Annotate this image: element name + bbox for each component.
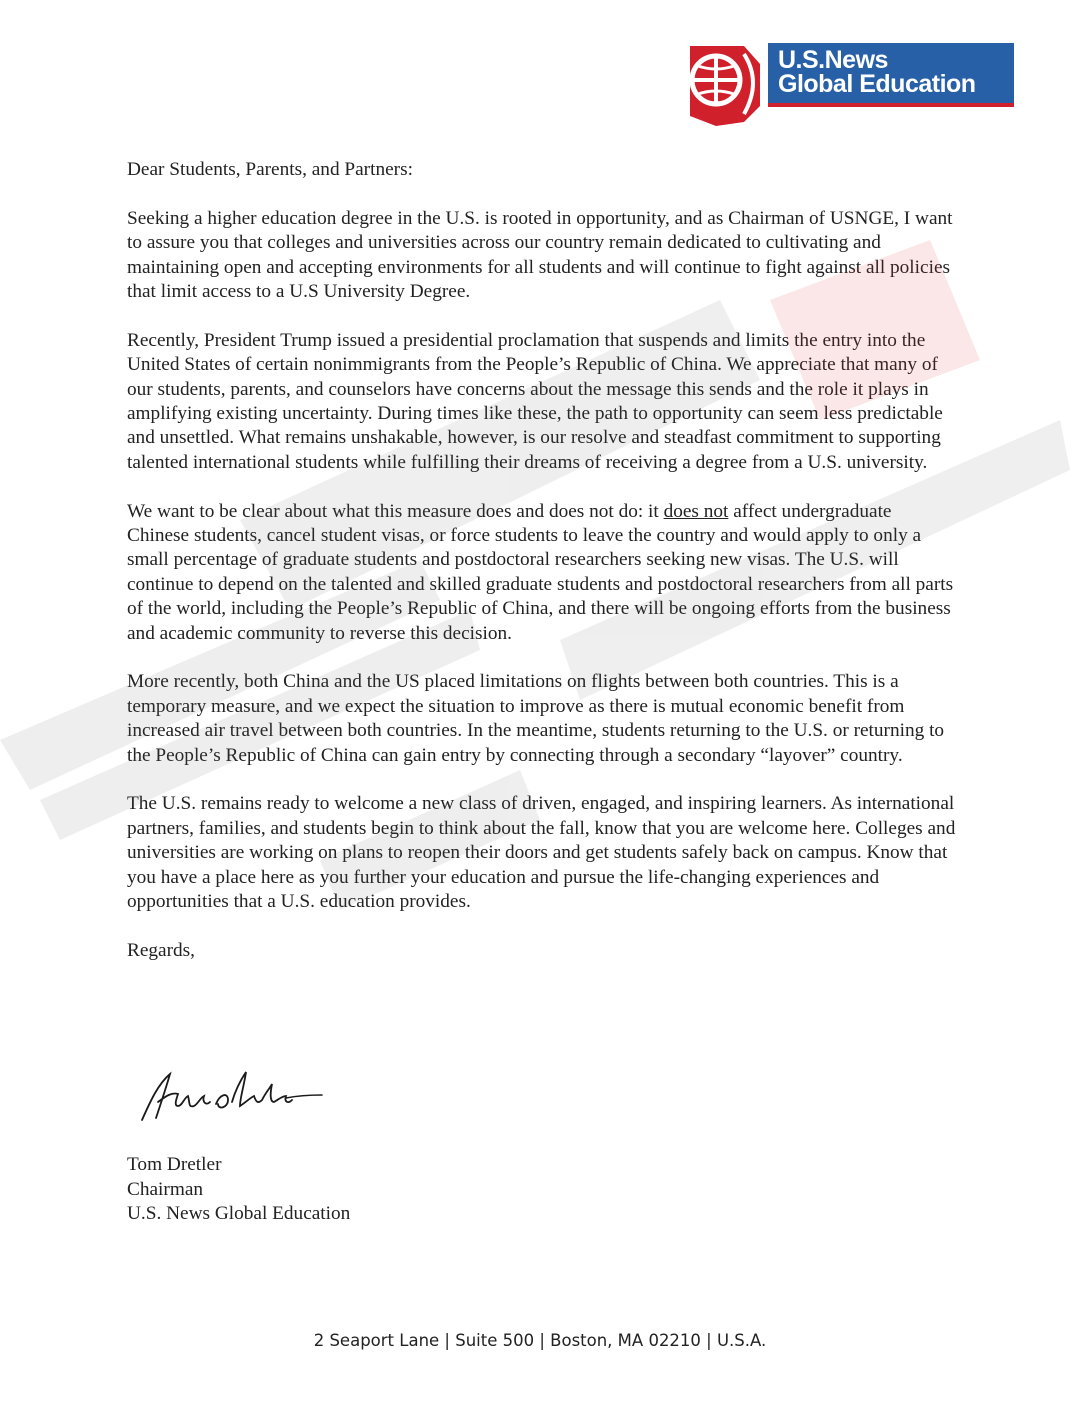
handwritten-signature: [136, 1062, 326, 1132]
paragraph-3: [127, 500, 957, 646]
signer-title: Chairman: [127, 1178, 204, 1200]
paragraph-3-after: affect undergraduate Chinese students, cancel student visas, or force students to leave the country and would apply to only a small percentage of graduate students and postdoctoral researchers seeking new visas. The U.S. will continue to depend on the talented and skilled graduate students and postdoctoral researchers from all parts of the world, including the People’s Republic of China, and there will be ongoing efforts from the business and academic community to reverse this decision.: [127, 500, 954, 644]
letter-body: [127, 158, 957, 988]
salutation: Dear Students, Parents, and Partners:: [127, 159, 413, 180]
footer-address: 2 Seaport Lane | Suite 500 | Boston, MA 02210 | U.S.A.: [313, 1331, 767, 1350]
paragraph-5: The U.S. remains ready to welcome a new class of driven, engaged, and inspiring learners. As international partners, families, and students begin to think about the fall, know that you are welcome here. Colleges and universities are working on plans to reopen their doors and get students safely back on campus. Know that you have a place here as you further your education and pursue the life-changing experiences and opportunities that a U.S. education provides.: [127, 793, 956, 913]
usnews-logo: [686, 42, 1016, 128]
signer-name: Tom Dretler: [127, 1154, 222, 1175]
signer-block: [127, 1153, 350, 1227]
logo-wordmark-line2: Global Education: [778, 70, 976, 98]
logo-wordmark-box: [768, 43, 1014, 107]
paragraph-2: Recently, President Trump issued a presidential proclamation that suspends and limits the entry into the United States of certain nonimmigrants from the People’s Republic of China. We appreciate that many of our students, parents, and counselors have concerns about the message this sends and the role it plays in amplifying existing uncertainty. During times like these, the path to opportunity can seem less predictable and unsettled. What remains unshakable, however, is our resolve and steadfast commitment to supporting talented international students while fulfilling their dreams of receiving a degree from a U.S. university.: [127, 329, 943, 473]
paragraph-1: Seeking a higher education degree in the U.S. is rooted in opportunity, and as Chairman of USNGE, I want to assure you that colleges and universities across our country remain dedicated to cultivating and maintaining open and accepting environments for all students and will continue to fight against all policies that limit access to a U.S University Degree.: [127, 207, 953, 303]
paragraph-4: More recently, both China and the US placed limitations on flights between both countries. This is a temporary measure, and we expect the situation to improve as there is mutual economic benefit from increased air travel between both countries. In the meantime, students returning to the U.S. or returning to the People’s Republic of China can gain entry by connecting through a secondary “layover” country.: [127, 671, 945, 766]
paragraph-3-before: We want to be clear about what this measure does and does not do: it: [127, 500, 664, 522]
paragraph-3-emphasis: does not: [663, 500, 729, 522]
closing: Regards,: [127, 939, 196, 961]
globe-logo-icon: [686, 42, 760, 126]
logo-wordmark-line1: U.S.News: [778, 46, 888, 74]
signer-organization: U.S. News Global Education: [127, 1203, 351, 1225]
